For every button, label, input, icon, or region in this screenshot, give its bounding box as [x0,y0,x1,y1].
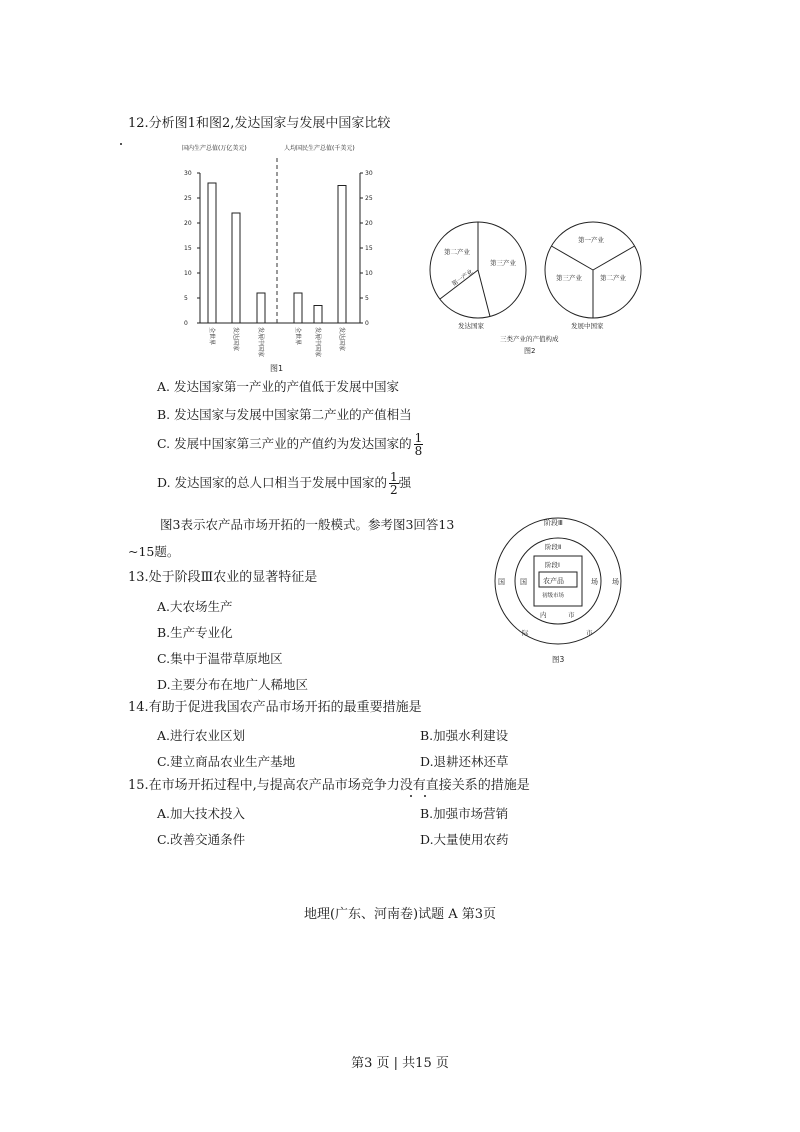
fig3-outer-right: 场 [612,578,619,586]
fig3-outer-label: 阶段Ⅲ [544,519,563,527]
emphasis-dot [410,795,412,797]
q14-option-c[interactable]: C.建立商品农业生产基地 [157,754,296,769]
fig1-left-tick-label: 25 [184,195,192,202]
intro-line-1: 图3表示农产品市场开拓的一般模式。参考图3回答13 [160,517,455,532]
fig1-right-tick-label: 0 [365,320,369,327]
pie1-label-secondary: 第二产业 [444,248,470,256]
fig3-outer-bottom-left: 际 [522,629,529,637]
q13-stem: 13.处于阶段Ⅲ农业的显著特征是 [128,570,318,585]
frac-denominator: 2 [390,483,398,497]
q12-option-d-fraction [389,471,399,496]
q13-option-b[interactable]: B.生产专业化 [157,625,233,640]
fig1-category-label: 发达国家 [338,327,345,352]
frac-numerator: 1 [390,470,398,484]
fig3-middle-left: 国 [520,578,527,586]
fig3-center-line1: 农产品 [543,577,564,585]
fig1-right-tick-label: 20 [365,220,373,227]
pie1-label-primary: 第一产业 [450,268,475,288]
q15-option-b[interactable]: B.加强市场营销 [420,806,509,821]
fig1-left-tick-label: 15 [184,245,192,252]
fig1-category-label: 发展中国家 [314,327,321,358]
pie1-divider-b [478,270,490,317]
frac-numerator: 1 [414,431,423,445]
q12-option-d-text: D. 发达国家的总人口相当于发展中国家的 [157,475,388,490]
q13-option-d[interactable]: D.主要分布在地广人稀地区 [157,677,309,692]
fig1-bar [294,293,302,323]
fig1-category-label: 全世界 [294,327,301,346]
fig1-bar [232,213,240,323]
q12-option-a[interactable]: A. 发达国家第一产业的产值低于发展中国家 [157,379,399,394]
pie1-label-tertiary: 第三产业 [490,259,516,267]
fig3-middle-label: 阶段Ⅱ [545,543,562,551]
fig3-inner-bottom-left: 内 [540,611,547,619]
q12-option-c-fraction [414,432,424,457]
q12-option-d-tail: 强 [398,475,412,490]
fig1-bar [257,293,265,323]
pie2-label-secondary: 第二产业 [600,274,626,282]
fig3-outer-bottom-right: 市 [586,629,593,637]
figure-1-bar-chart [180,138,380,378]
q12-stem: 12.分析图1和图2,发达国家与发展中国家比较 [128,116,391,131]
page-title: 地理(广东、河南卷)试题 A 第3页 [303,907,497,922]
fig3-middle-right: 场 [591,578,598,586]
q12-option-c-text: C. 发展中国家第三产业的产值约为发达国家的 [157,436,412,451]
q14-option-a[interactable]: A.进行农业区划 [157,728,246,743]
fig1-left-tick-label: 20 [184,220,192,227]
pie2-label-primary: 第一产业 [578,236,604,244]
fig3-outer-left: 国 [498,578,505,586]
fig3-caption: 图3 [552,655,565,664]
fig1-left-tick-label: 30 [184,170,192,177]
fig2-caption: 图2 [524,347,536,355]
figure-3-market-model [488,512,628,672]
fig3-center-line2: 初级市场 [542,593,565,599]
fig1-category-label: 发展中国家 [257,327,264,358]
pie1-name: 发达国家 [458,322,484,330]
fig1-right-tick-label: 10 [365,270,373,277]
q15-stem: 15.在市场开拓过程中,与提高农产品市场竞争力没有直接关系的措施是 [128,778,530,793]
q12-option-c[interactable] [157,432,423,457]
fig1-right-tick-label: 30 [365,170,373,177]
q15-option-d[interactable]: D.大量使用农药 [420,832,509,847]
fig2-subtitle: 三类产业的产值构成 [500,335,559,343]
q14-option-d[interactable]: D.退耕还林还草 [420,754,509,769]
q13-option-a[interactable]: A.大农场生产 [157,599,233,614]
scan-speck [120,143,122,145]
fig1-category-label: 全世界 [208,327,215,346]
fig1-bar [338,186,346,324]
fig1-caption: 图1 [270,364,284,373]
fig1-bar [314,306,322,324]
q13-option-c[interactable]: C.集中于温带草原地区 [157,651,283,666]
fig1-right-title: 人均国民生产总值(千美元) [284,145,355,152]
q14-option-b[interactable]: B.加强水利建设 [420,728,509,743]
page-footer: 第3 页 | 共15 页 [351,1056,449,1071]
pie2-divider-c [593,246,635,270]
fig1-left-title: 国内生产总值(万亿美元) [182,145,247,152]
fig1-right-tick-label: 25 [365,195,373,202]
fig1-right-tick-label: 5 [365,295,369,302]
fig1-left-tick-label: 5 [184,295,188,302]
q15-option-a[interactable]: A.加大技术投入 [157,806,246,821]
q12-option-d[interactable] [157,471,411,496]
fig1-left-tick-label: 0 [184,320,188,327]
pie2-divider-b [551,246,593,270]
fig3-inner-bottom-right: 市 [568,611,575,619]
q14-stem: 14.有助于促进我国农产品市场开拓的最重要措施是 [128,700,422,715]
pie2-label-tertiary: 第三产业 [556,274,582,282]
fig1-category-label: 发达国家 [232,327,239,352]
fig1-bar [208,183,216,323]
q15-option-c[interactable]: C.改善交通条件 [157,832,246,847]
fig1-left-tick-label: 10 [184,270,192,277]
pie2-name: 发展中国家 [571,322,604,330]
fig1-right-tick-label: 15 [365,245,373,252]
frac-denominator: 8 [414,444,423,458]
intro-line-2: ~15题。 [128,544,180,559]
emphasis-dot [424,795,426,797]
q12-option-b[interactable]: B. 发达国家与发展中国家第二产业的产值相当 [157,407,412,422]
fig3-inner-label: 阶段Ⅰ [545,561,560,569]
figure-2-pie-charts [428,212,658,372]
